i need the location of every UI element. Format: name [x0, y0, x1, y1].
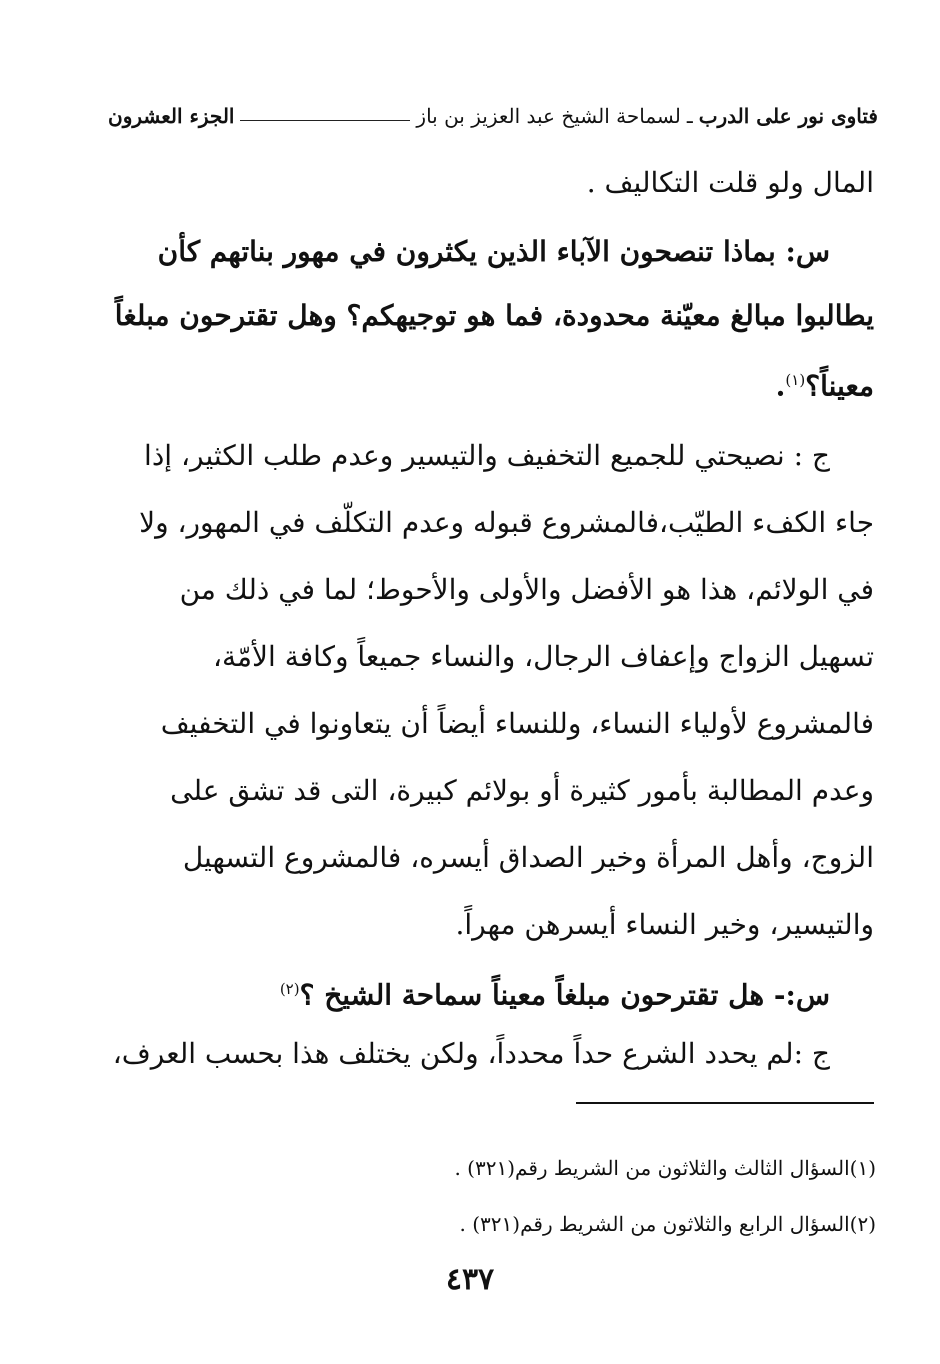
answer-1-line-2: جاء الكفء الطيّب،فالمشروع قبوله وعدم التكلّف في المهور، ولا	[139, 506, 874, 539]
footnote-separator	[576, 1102, 874, 1104]
answer-1-line-8: والتيسير، وخير النساء أيسرهن مهراً.	[455, 908, 874, 941]
header-separator: ـ	[686, 104, 693, 128]
question-1-line-1: س: بماذا تنصحون الآباء الذين يكثرون في مهور بناتهم كأن	[157, 235, 830, 268]
answer-1-line-1: ج : نصيحتي للجميع التخفيف والتيسير وعدم طلب الكثير، إذا	[144, 439, 830, 472]
footnote-ref-2: (٢)	[279, 980, 300, 998]
continuation-line: المال ولو قلت التكاليف .	[586, 166, 874, 199]
question-1-line-3-text: معيناً؟	[805, 369, 874, 403]
footnote-ref-1: (١)	[785, 371, 806, 389]
answer-1-line-3: في الولائم، هذا هو الأفضل والأولى والأحوط؛ لما في ذلك من	[179, 573, 874, 606]
footnote-1: (١)السؤال الثالث والثلاثون من الشريط رقم(٣٢١) .	[454, 1156, 876, 1180]
question-1-line-2: يطالبوا مبالغ معيّنة محدودة، فما هو توجيهكم؟ وهل تقترحون مبلغاً	[114, 299, 874, 332]
header-author: لسماحة الشيخ عبد العزيز بن باز	[416, 104, 681, 128]
answer-1-line-5: فالمشروع لأولياء النساء، وللنساء أيضاً أن يتعاونوا في التخفيف	[160, 707, 874, 740]
page-body	[104, 156, 874, 1087]
answer-1-line-7: الزوج، وأهل المرأة وخير الصداق أيسره، فالمشروع التسهيل	[182, 841, 874, 874]
footnote-2: (٢)السؤال الرابع والثلاثون من الشريط رقم(٣٢١) .	[459, 1212, 876, 1236]
question-2-text: س:- هل تقترحون مبلغاً معيناً سماحة الشيخ ؟	[299, 978, 830, 1012]
header-rule	[240, 120, 410, 121]
answer-2-line-1: ج :لم يحدد الشرع حداً محدداً، ولكن يختلف هذا بحسب العرف،	[112, 1037, 830, 1070]
page-number: ٤٣٧	[445, 1262, 495, 1297]
answer-1-line-4: تسهيل الزواج وإعفاف الرجال، والنساء جميعاً وكافة الأمّة،	[213, 640, 874, 673]
header-book-title: فتاوى نور على الدرب	[698, 104, 878, 128]
question-2	[104, 958, 874, 1020]
footnotes	[300, 1140, 876, 1252]
running-header	[108, 96, 878, 136]
question-1-line-3	[104, 348, 874, 412]
header-volume: الجزء العشرون	[108, 104, 235, 128]
question-1-end: .	[775, 369, 786, 403]
answer-1-line-6: وعدم المطالبة بأمور كثيرة أو بولائم كبيرة، التى قد تشق على	[170, 774, 874, 807]
